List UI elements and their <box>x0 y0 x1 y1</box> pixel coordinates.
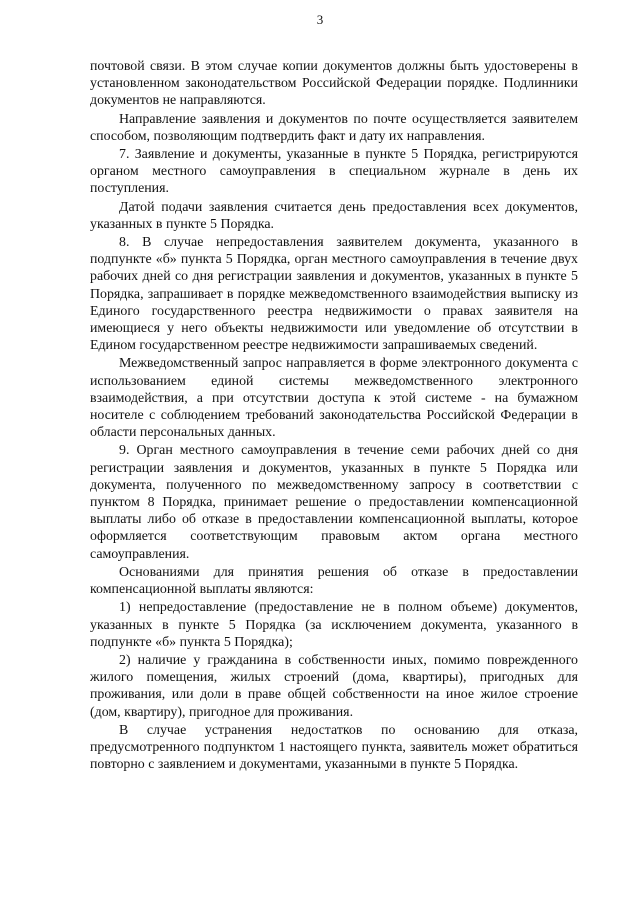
paragraph-filing-date: Датой подачи заявления считается день предоставления всех документов, указанных в пункте 5 Порядка. <box>90 199 578 232</box>
paragraph-refusal-grounds: Основаниями для принятия решения об отказе в предоставлении компенсационной выплаты являются: <box>90 564 578 598</box>
page-number: 3 <box>316 12 324 27</box>
paragraph-ground-1: 1) непредоставление (предоставление не в полном объеме) документов, указанных в пункте 5 Порядка (за исключением документа, указанного в подпункте «б» пункта 5 Порядка); <box>90 600 578 650</box>
paragraph-mail-delivery: Направление заявления и документов по почте осуществляется заявителем способом, позволяющим подтвердить факт и дату их направления. <box>90 111 578 144</box>
paragraph-item-7: 7. Заявление и документы, указанные в пункте 5 Порядка, регистрируются органом местного самоуправления в специальном журнале в день их поступления. <box>90 147 578 197</box>
paragraph-postal-copies: почтовой связи. В этом случае копии документов должны быть удостоверены в установленном законодательством Российской Федерации порядке. Подлинники документов не направляются. <box>90 59 578 109</box>
paragraph-interagency-request: Межведомственный запрос направляется в форме электронного документа с использованием единой системы межведомственного электронного взаимодействия, а при отсутствии доступа к этой системе - на бумажном носителе с соблюдением требований законодательства Российской Федерации в области персональных данных. <box>90 356 578 441</box>
paragraph-item-8: 8. В случае непредоставления заявителем документа, указанного в подпункте «б» пункта 5 Порядка, орган местного самоуправления в течение двух рабочих дней со дня регистрации заявления и документов, указанных в пункте 5 Порядка, запрашивает в порядке межведомственного взаимодействия выписку из Единого государственного реестра недвижимости о правах заявителя на имеющиеся у него объекты недвижимости или уведомление об отсутствии в Едином государственном реестре недвижимости запрашиваемых сведений. <box>90 235 578 354</box>
paragraph-reapplication: В случае устранения недостатков по основанию для отказа, предусмотренного подпунктом 1 настоящего пункта, заявитель может обратиться повторно с заявлением и документами, указанными в пункте 5 Порядка. <box>90 722 578 773</box>
paragraph-item-9: 9. Орган местного самоуправления в течение семи рабочих дней со дня регистрации заявления и документов, указанных в пункте 5 Порядка или документа, полученного по межведомственному запросу в соответствии с пунктом 8 Порядка, принимает решение о предоставлении компенсационной выплаты либо об отказе в предоставлении компенсационной выплаты, которое оформляется соответствующим правовым актом органа местного самоуправления. <box>90 443 578 562</box>
document-body <box>90 58 578 773</box>
paragraph-ground-2: 2) наличие у гражданина в собственности иных, помимо поврежденного жилого помещения, жилых строений (дома, квартиры), пригодных для проживания, или доли в праве общей собственности на иное жилое строение (дом, квартиру), пригодное для проживания. <box>90 652 578 720</box>
